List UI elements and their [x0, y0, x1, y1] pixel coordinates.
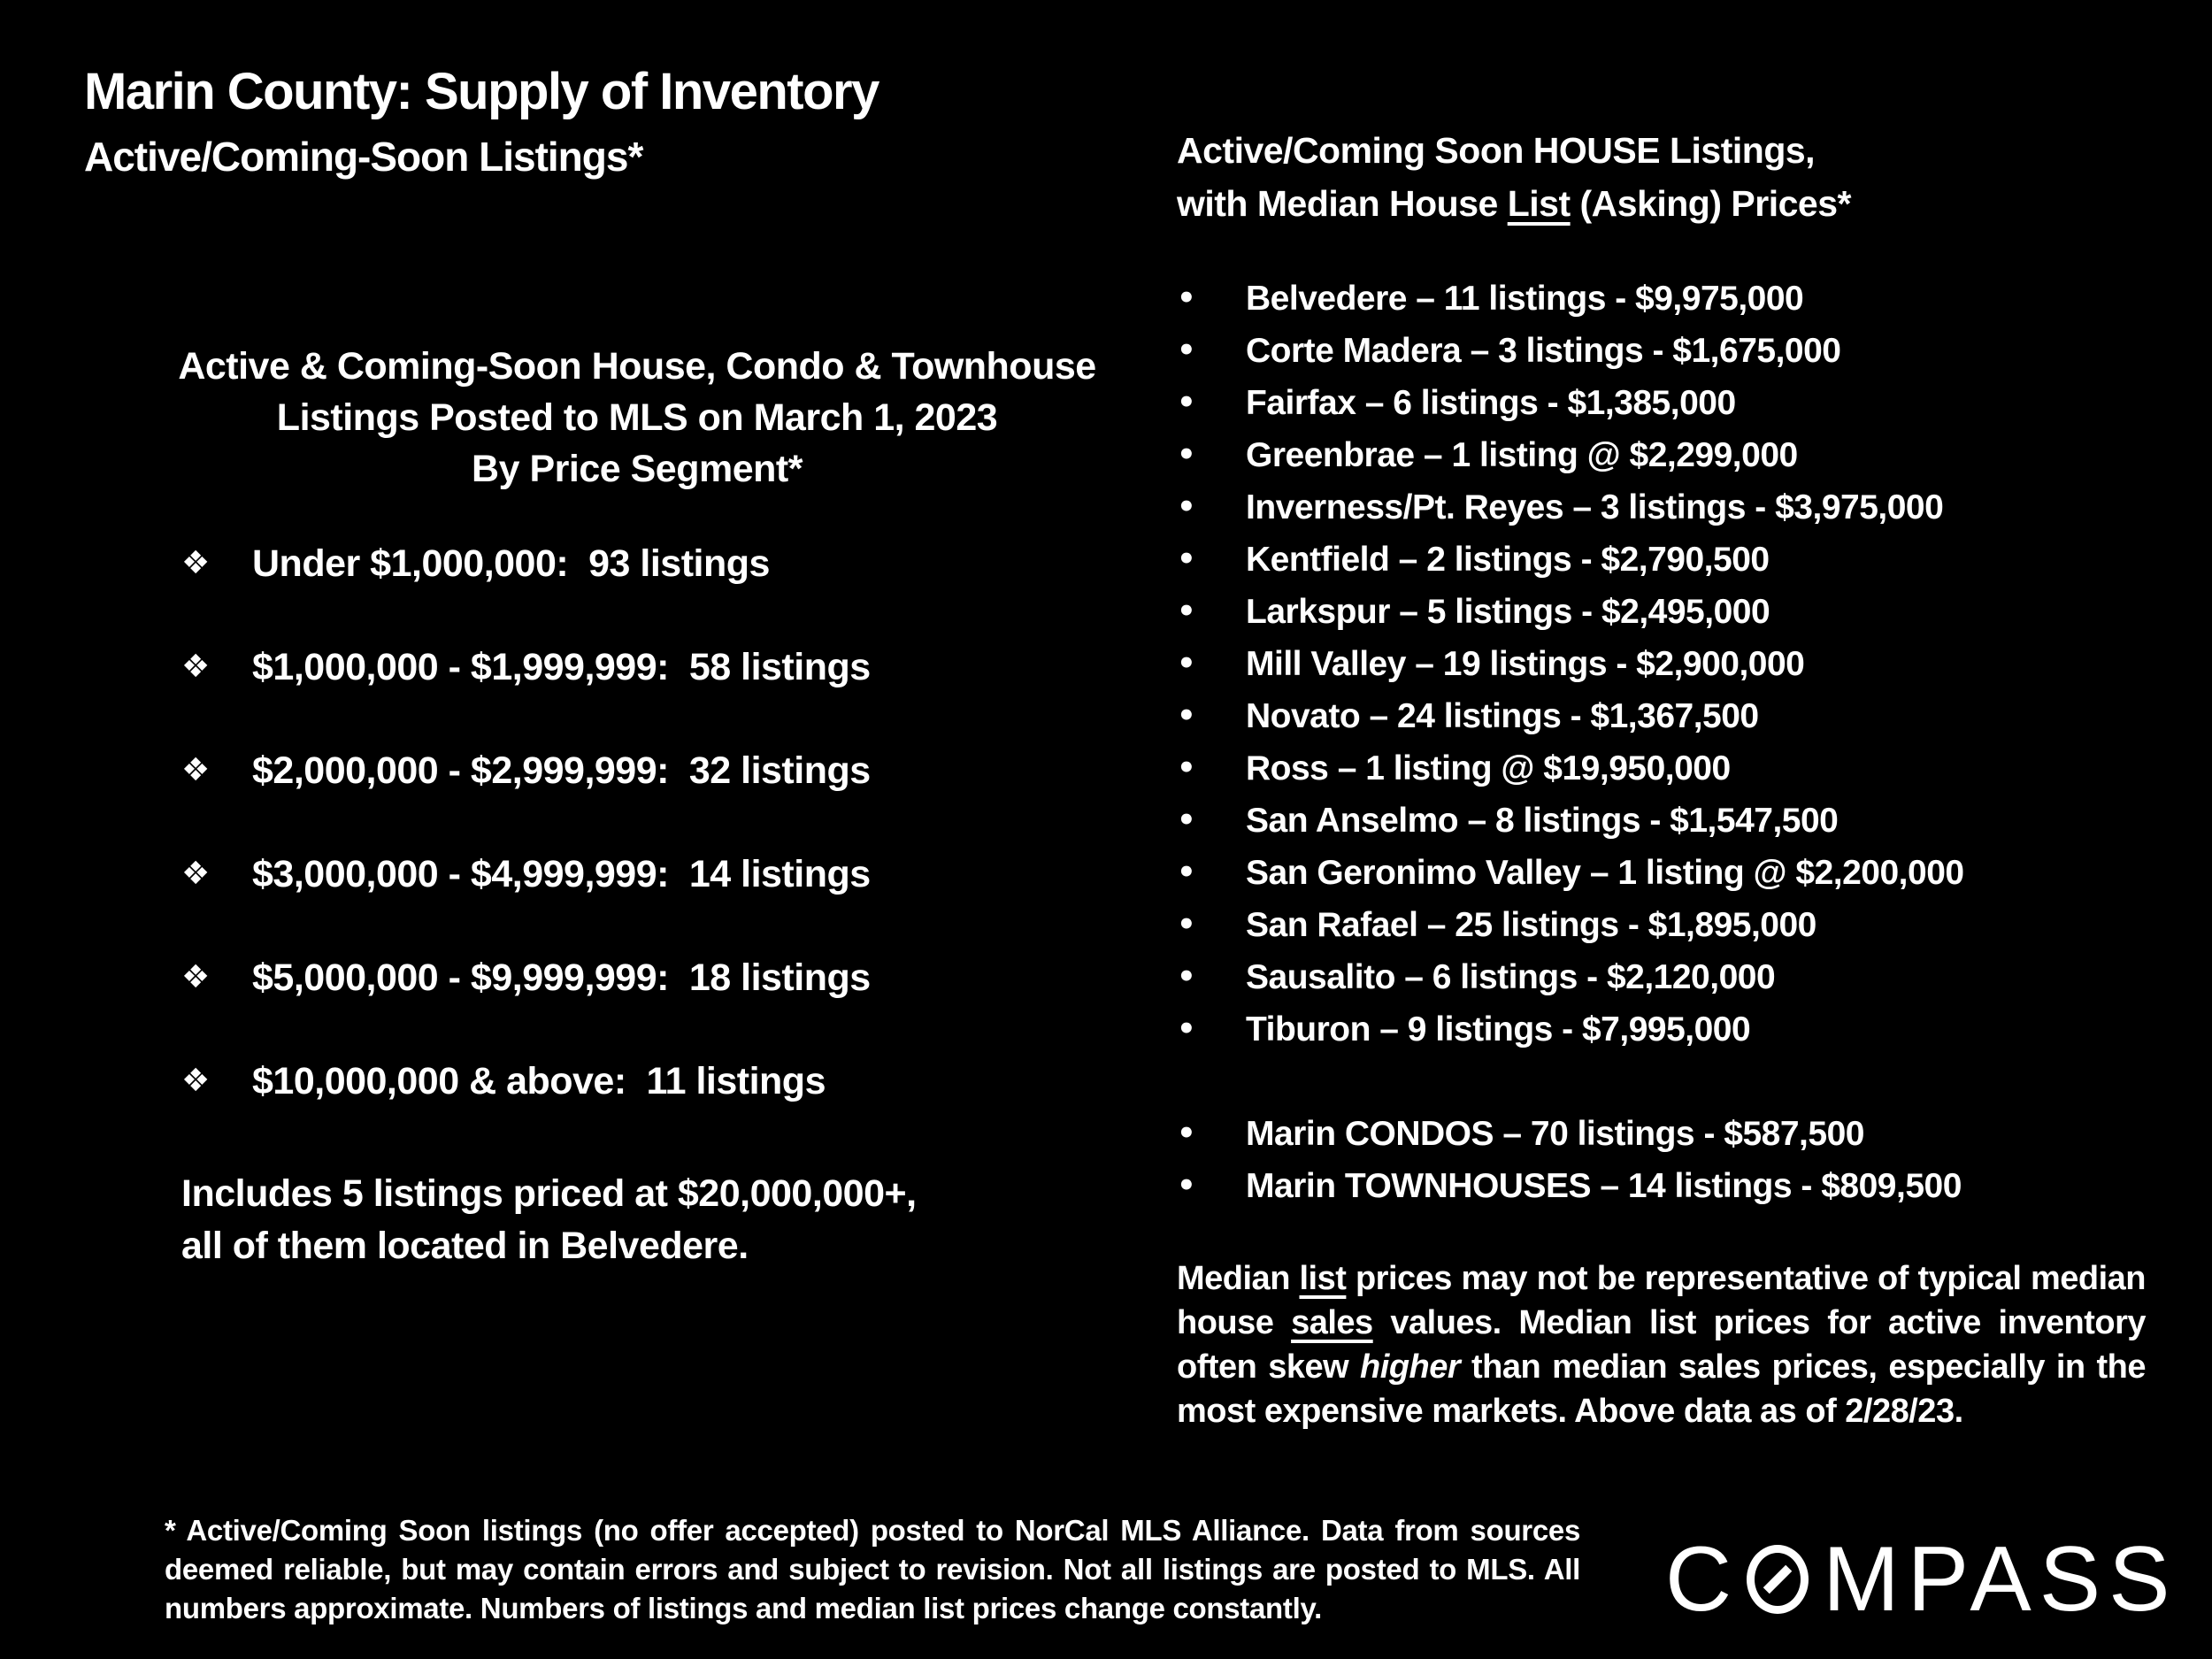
list-item [1177, 795, 2146, 847]
list-item [1177, 325, 2146, 377]
list-item [1177, 638, 2146, 690]
belvedere-note-line2: all of them located in Belvedere. [181, 1225, 749, 1267]
list-item [181, 645, 871, 689]
belvedere-note [181, 1168, 917, 1272]
list-item-text: Corte Madera – 3 listings - $1,675,000 [1246, 332, 1841, 370]
disclaimer-text: values. Median list prices for active inventory often skew [1177, 1304, 2146, 1386]
dot-bullet-icon: • [1177, 594, 1196, 629]
list-item [181, 852, 871, 896]
list-item-text: Sausalito – 6 listings - $2,120,000 [1246, 958, 1776, 996]
list-item [1177, 1108, 2146, 1160]
price-segment-heading-line3: By Price Segment* [472, 448, 803, 490]
diamond-bullet-icon: ❖ [181, 856, 211, 892]
condo-townhouse-list [1177, 1108, 2146, 1212]
price-segment-heading-line2: Listings Posted to MLS on March 1, 2023 [276, 396, 998, 439]
heading-text: with Median House [1177, 183, 1508, 224]
list-item [1177, 847, 2146, 899]
dot-bullet-icon: • [1177, 437, 1196, 472]
median-price-disclaimer [1177, 1256, 2146, 1433]
dot-bullet-icon: • [1177, 1168, 1196, 1203]
dot-bullet-icon: • [1177, 1116, 1196, 1151]
list-item [1177, 1003, 2146, 1056]
list-item-text: Inverness/Pt. Reyes – 3 listings - $3,975,000 [1246, 488, 1944, 526]
belvedere-note-line1: Includes 5 listings priced at $20,000,000+, [181, 1172, 917, 1215]
list-item-text: Larkspur – 5 listings - $2,495,000 [1246, 593, 1770, 631]
list-item [1177, 899, 2146, 951]
list-item-text: $5,000,000 - $9,999,999: 18 listings [252, 956, 871, 999]
dot-bullet-icon: • [1177, 907, 1196, 942]
logo-letters: MPASS [1823, 1528, 2178, 1631]
list-item [1177, 742, 2146, 795]
diamond-bullet-icon: ❖ [181, 545, 211, 581]
diamond-bullet-icon: ❖ [181, 959, 211, 995]
heading-text: (Asking) Prices* [1570, 183, 1851, 224]
price-segment-heading-line1: Active & Coming-Soon House, Condo & Townhouse [178, 345, 1096, 388]
list-item [181, 1059, 871, 1103]
page-title: Marin County: Supply of Inventory [84, 63, 879, 120]
logo-letter: C [1665, 1528, 1740, 1631]
list-item [181, 749, 871, 793]
list-item-text: $3,000,000 - $4,999,999: 14 listings [252, 853, 871, 895]
heading-underlined-text: List [1507, 183, 1571, 224]
list-item-text: Novato – 24 listings - $1,367,500 [1246, 697, 1759, 735]
disclaimer-text: than median sales prices, especially in the most expensive markets. Above data as of 2/28/23. [1177, 1348, 2146, 1430]
house-listings-heading-line2 [1177, 177, 2146, 230]
list-item [1177, 429, 2146, 481]
dot-bullet-icon: • [1177, 1011, 1196, 1047]
house-listings-heading [1177, 124, 2146, 230]
list-item [1177, 273, 2146, 325]
list-item-text: $1,000,000 - $1,999,999: 58 listings [252, 646, 871, 688]
dot-bullet-icon: • [1177, 489, 1196, 525]
list-item-text: Greenbrae – 1 listing @ $2,299,000 [1246, 436, 1798, 474]
list-item [181, 956, 871, 1000]
footnote: * Active/Coming Soon listings (no offer accepted) posted to NorCal MLS Alliance. Data from sources deemed reliable, but may contain errors and subject to revision. Not all listings are posted to MLS. All numbers approximate. Numbers of listings and median list prices change constantly. [165, 1514, 1580, 1624]
diamond-bullet-icon: ❖ [181, 752, 211, 788]
list-item-text: $2,000,000 - $2,999,999: 32 listings [252, 749, 871, 792]
dot-bullet-icon: • [1177, 385, 1196, 420]
compass-o-icon [1747, 1545, 1809, 1614]
list-item-text: Belvedere – 11 listings - $9,975,000 [1246, 280, 1804, 318]
dot-bullet-icon: • [1177, 541, 1196, 577]
list-item [1177, 951, 2146, 1003]
dot-bullet-icon: • [1177, 333, 1196, 368]
list-item-text: San Anselmo – 8 listings - $1,547,500 [1246, 802, 1839, 840]
list-item-text: Marin TOWNHOUSES – 14 listings - $809,500 [1246, 1167, 1962, 1205]
list-item [181, 541, 871, 586]
list-item [1177, 534, 2146, 586]
house-listings-list [1177, 273, 2146, 1056]
list-item [1177, 481, 2146, 534]
disclaimer-text: prices may not be representative of typical median house [1177, 1260, 2146, 1341]
list-item-text: San Rafael – 25 listings - $1,895,000 [1246, 906, 1816, 944]
list-item-text: San Geronimo Valley – 1 listing @ $2,200,000 [1246, 854, 1964, 892]
house-listings-column [1177, 124, 2146, 1433]
list-item-text: Under $1,000,000: 93 listings [252, 542, 770, 585]
dot-bullet-icon: • [1177, 280, 1196, 316]
dot-bullet-icon: • [1177, 750, 1196, 786]
dot-bullet-icon: • [1177, 646, 1196, 681]
list-item [1177, 586, 2146, 638]
list-item [1177, 1160, 2146, 1212]
dot-bullet-icon: • [1177, 803, 1196, 838]
list-item-text: Mill Valley – 19 listings - $2,900,000 [1246, 645, 1805, 683]
diamond-bullet-icon: ❖ [181, 1063, 211, 1099]
list-item-text: Ross – 1 listing @ $19,950,000 [1246, 749, 1731, 787]
list-item-text: Marin CONDOS – 70 listings - $587,500 [1246, 1115, 1864, 1153]
list-item-text: Fairfax – 6 listings - $1,385,000 [1246, 384, 1736, 422]
list-item-text: $10,000,000 & above: 11 listings [252, 1060, 826, 1102]
list-item-text: Kentfield – 2 listings - $2,790,500 [1246, 541, 1770, 579]
price-segment-heading [133, 341, 1141, 495]
dot-bullet-icon: • [1177, 855, 1196, 890]
dot-bullet-icon: • [1177, 959, 1196, 995]
diamond-bullet-icon: ❖ [181, 649, 211, 685]
compass-needle-icon [1763, 1565, 1793, 1594]
compass-logo [1665, 1528, 2178, 1631]
disclaimer-underlined-text: sales [1291, 1304, 1373, 1341]
dot-bullet-icon: • [1177, 698, 1196, 733]
house-listings-heading-line1: Active/Coming Soon HOUSE Listings, [1177, 130, 1816, 171]
list-item-text: Tiburon – 9 listings - $7,995,000 [1246, 1010, 1751, 1048]
disclaimer-underlined-text: list [1299, 1260, 1347, 1297]
list-item [1177, 377, 2146, 429]
list-item [1177, 690, 2146, 742]
disclaimer-italic-text: higher [1360, 1348, 1461, 1386]
disclaimer-text: Median [1177, 1260, 1300, 1297]
page-subtitle: Active/Coming-Soon Listings* [84, 134, 643, 180]
price-segment-list [181, 541, 871, 1163]
